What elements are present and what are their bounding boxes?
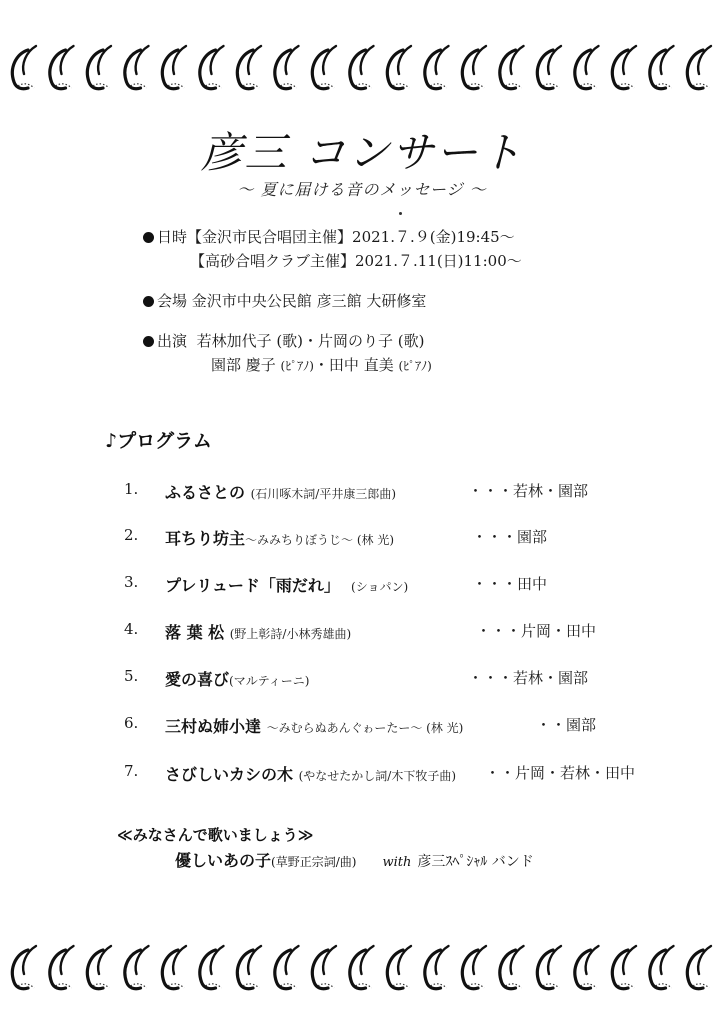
program-item-note: (石川啄木詞/平井康三郎曲) (250, 487, 397, 501)
program-item-title: さびしいカシの木 (165, 765, 294, 784)
program-item (0, 573, 724, 603)
swirl-ornament (575, 946, 599, 989)
swirl-ornament (575, 46, 599, 89)
schedule-organizer-2: 【高砂合唱クラブ主催】 (190, 252, 356, 270)
schedule-datetime-1: 2021.７.９(金)19:45～ (352, 228, 515, 246)
swirl-ornament (537, 946, 561, 989)
program-item-performers: ・・・田中 (472, 575, 548, 593)
bullet-icon (143, 296, 154, 307)
venue-label: 会場 (157, 292, 188, 310)
performer-tanaka-role: (ﾋﾟｱﾉ) (398, 359, 432, 373)
program-item-title: ふるさとの (165, 483, 246, 502)
performers-label: 出演 (157, 332, 188, 350)
swirl-ornament (462, 46, 486, 89)
swirl-ornament (500, 46, 524, 89)
performer-sonobe: 園部 慶子 (211, 356, 281, 374)
performers-line-1 (143, 330, 425, 351)
swirl-ornament (87, 946, 111, 989)
swirl-ornament (500, 946, 524, 989)
swirl-ornament (537, 46, 561, 89)
singalong-band: 彦三ｽﾍﾟｼｬﾙ バンド (417, 854, 534, 870)
top-decorative-border (0, 38, 724, 94)
swirl-ornament (125, 46, 149, 89)
venue-line (143, 290, 426, 311)
schedule-line-1 (143, 226, 515, 247)
swirl-ornament (87, 46, 111, 89)
program-item-note: ～みむらぬあんぐゎーたー～ (林 光) (266, 721, 464, 735)
singalong-line (175, 848, 534, 871)
performers-line-2 (211, 354, 432, 375)
swirl-ornament (425, 46, 449, 89)
program-item-number: 4. (124, 620, 139, 638)
swirl-ornament (387, 46, 411, 89)
program-item-title: 愛の喜び (165, 670, 230, 689)
swirl-ornament (200, 46, 224, 89)
program-item-performers: ・・・若林・園部 (468, 482, 589, 500)
swirl-ornament (275, 46, 299, 89)
venue-value: 金沢市中央公民館 彦三館 大研修室 (191, 292, 427, 310)
singalong-song-title: 優しいあの子 (175, 851, 272, 870)
swirl-ornament (387, 946, 411, 989)
swirl-ornament (237, 46, 261, 89)
schedule-datetime-2: 2021.７.11(日)11:00～ (355, 252, 522, 270)
bottom-decorative-border (0, 938, 724, 994)
program-item-note: (やなせたかし詞/木下牧子曲) (298, 769, 457, 783)
program-item-number: 2. (124, 526, 139, 544)
swirl-ornament (312, 46, 336, 89)
program-item (0, 667, 724, 697)
program-item-note: (マルティーニ) (229, 674, 310, 688)
performer-tanaka: ・田中 直美 (313, 356, 399, 374)
program-item-performers: ・・・若林・園部 (468, 669, 589, 687)
swirl-ornament (612, 946, 636, 989)
bullet-icon (143, 336, 154, 347)
swirl-ornament (12, 946, 36, 989)
swirl-ornament (162, 946, 186, 989)
performers-singers: 若林加代子 (歌)・片岡のり子 (歌) (196, 332, 425, 350)
program-item-performers: ・・・片岡・田中 (476, 622, 597, 640)
program-item-number: 7. (124, 762, 139, 780)
performer-sonobe-role: (ﾋﾟｱﾉ) (280, 359, 314, 373)
swirl-ornament (425, 946, 449, 989)
program-item (0, 480, 724, 510)
swirl-ornament (687, 946, 711, 989)
small-dot-mark (399, 212, 402, 215)
program-item-number: 5. (124, 667, 139, 685)
program-item (0, 714, 724, 744)
program-item (0, 526, 724, 556)
swirl-ornament (350, 46, 374, 89)
program-item-note: (ショパン) (351, 580, 409, 594)
swirl-ornament (612, 46, 636, 89)
singalong-heading: ≪みなさんで歌いましょう≫ (117, 826, 314, 844)
program-item-number: 3. (124, 573, 139, 591)
program-item-number: 1. (124, 480, 139, 498)
swirl-ornament (125, 946, 149, 989)
schedule-organizer-1: 【金沢市民合唱団主催】 (187, 228, 353, 246)
schedule-label: 日時 (157, 228, 188, 246)
program-item-note: ～みみちりぼうじ～ (林 光) (245, 533, 395, 547)
program-item (0, 620, 724, 650)
page-subtitle: ～ 夏に届ける音のメッセージ ～ (237, 180, 487, 199)
swirl-ornament (275, 946, 299, 989)
swirl-ornament (462, 946, 486, 989)
program-item-performers: ・・片岡・若林・田中 (485, 764, 636, 782)
program-item-title: 耳ちり坊主 (165, 529, 246, 548)
program-item-title: 落 葉 松 (165, 623, 225, 642)
swirl-ornament (162, 46, 186, 89)
swirl-ornament (50, 46, 74, 89)
program-item-note: (野上彰詩/小林秀雄曲) (229, 627, 352, 641)
swirl-ornament (12, 46, 36, 89)
swirl-ornament (687, 46, 711, 89)
program-item-title: 三村ぬ姉小達 (165, 717, 262, 736)
page-title: 彦三 コンサート (200, 128, 524, 177)
swirl-ornament (200, 946, 224, 989)
swirl-ornament (237, 946, 261, 989)
program-item-performers: ・・園部 (536, 716, 597, 734)
swirl-ornament (650, 46, 674, 89)
swirl-ornament (650, 946, 674, 989)
bullet-icon (143, 232, 154, 243)
program-item-number: 6. (124, 714, 139, 732)
program-heading: ♪プログラム (105, 430, 212, 452)
swirl-ornament (350, 946, 374, 989)
swirl-ornament (50, 946, 74, 989)
program-item-performers: ・・・園部 (472, 528, 548, 546)
swirl-ornament (312, 946, 336, 989)
schedule-line-2 (190, 250, 522, 271)
program-item-title: プレリュード「雨だれ」 (165, 576, 340, 595)
program-item (0, 762, 724, 792)
singalong-with: with (382, 855, 412, 870)
singalong-song-note: (草野正宗詞/曲) (271, 855, 357, 869)
